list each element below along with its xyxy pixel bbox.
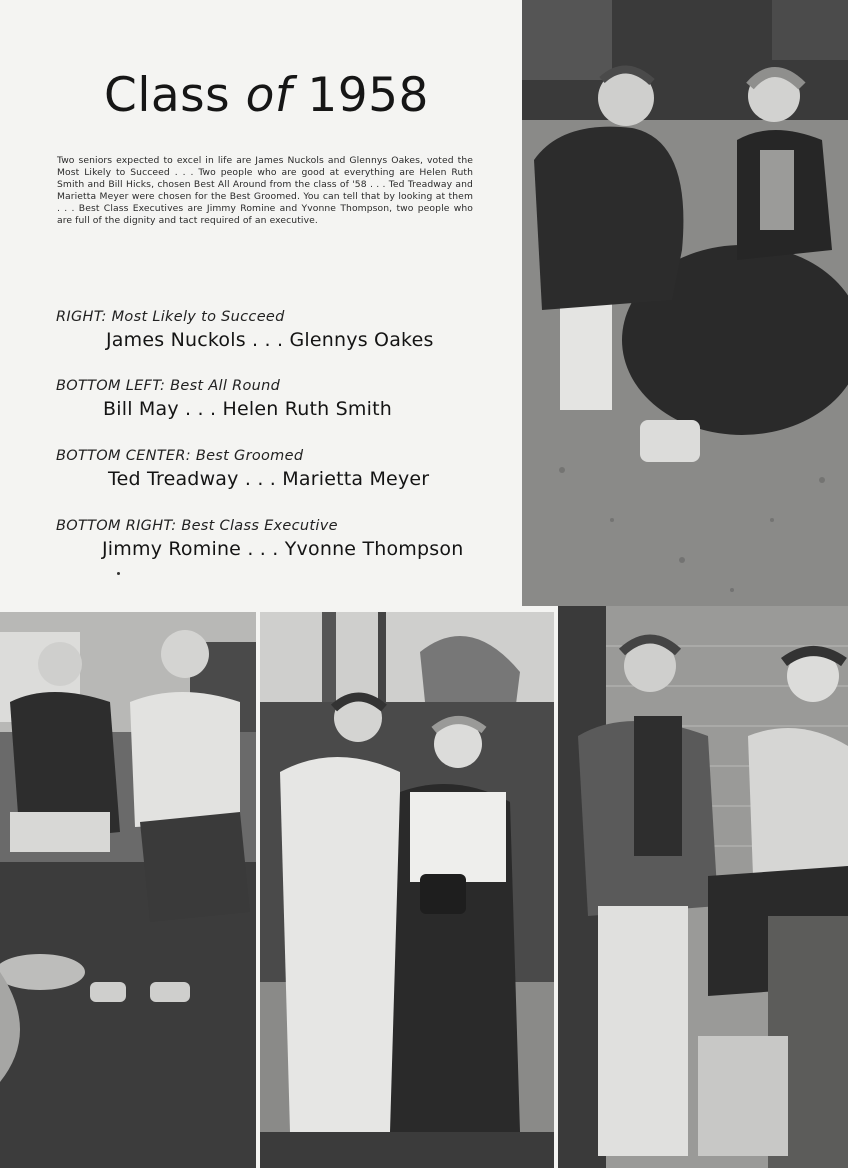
photo-best-class-executive-image: [558, 606, 848, 1168]
award-names: Bill May . . . Helen Ruth Smith: [103, 398, 392, 420]
photo-best-groomed-image: [260, 612, 554, 1168]
page-title-part: of: [245, 68, 292, 123]
photo-best-all-round: [0, 612, 256, 1168]
page-title-part: 1958: [291, 68, 429, 123]
award-names: Jimmy Romine . . . Yvonne Thompson: [102, 538, 464, 560]
award-best-groomed: [56, 448, 429, 490]
intro-paragraph: Two seniors expected to excel in life are James Nuckols and Glennys Oakes, voted the Most Likely to Succeed . . . Two people who are good at everything are Helen Ruth Smith and Bill Hicks, chosen Best All Around from the class of '58 . . . Ted Treadway and Marietta Meyer were chosen for the Best Groomed. You can tell that by looking at them . . . Best Class Executives are Jimmy Romine and Yvonne Thompson, two people who are full of the dignity and tact required of an executive.: [57, 155, 473, 227]
award-names: James Nuckols . . . Glennys Oakes: [106, 329, 434, 351]
photo-most-likely-to-succeed: [522, 0, 848, 606]
page-title: [104, 68, 429, 123]
award-category: BOTTOM LEFT: Best All Round: [56, 378, 281, 394]
page-title-part: Class: [104, 68, 246, 123]
award-best-class-executive: [56, 518, 463, 560]
photo-best-groomed: [260, 612, 554, 1168]
award-most-likely-to-succeed: [56, 309, 434, 351]
award-category: BOTTOM CENTER: Best Groomed: [56, 448, 304, 464]
photo-best-class-executive: [558, 606, 848, 1168]
photo-best-all-round-image: [0, 612, 256, 1168]
page-title-text: [104, 68, 429, 123]
award-best-all-round: [56, 378, 392, 420]
award-category: RIGHT: Most Likely to Succeed: [56, 309, 285, 325]
print-speck: [117, 572, 120, 575]
award-names: Ted Treadway . . . Marietta Meyer: [108, 468, 430, 490]
photo-most-likely-to-succeed-image: [522, 0, 848, 606]
award-category: BOTTOM RIGHT: Best Class Executive: [56, 518, 338, 534]
